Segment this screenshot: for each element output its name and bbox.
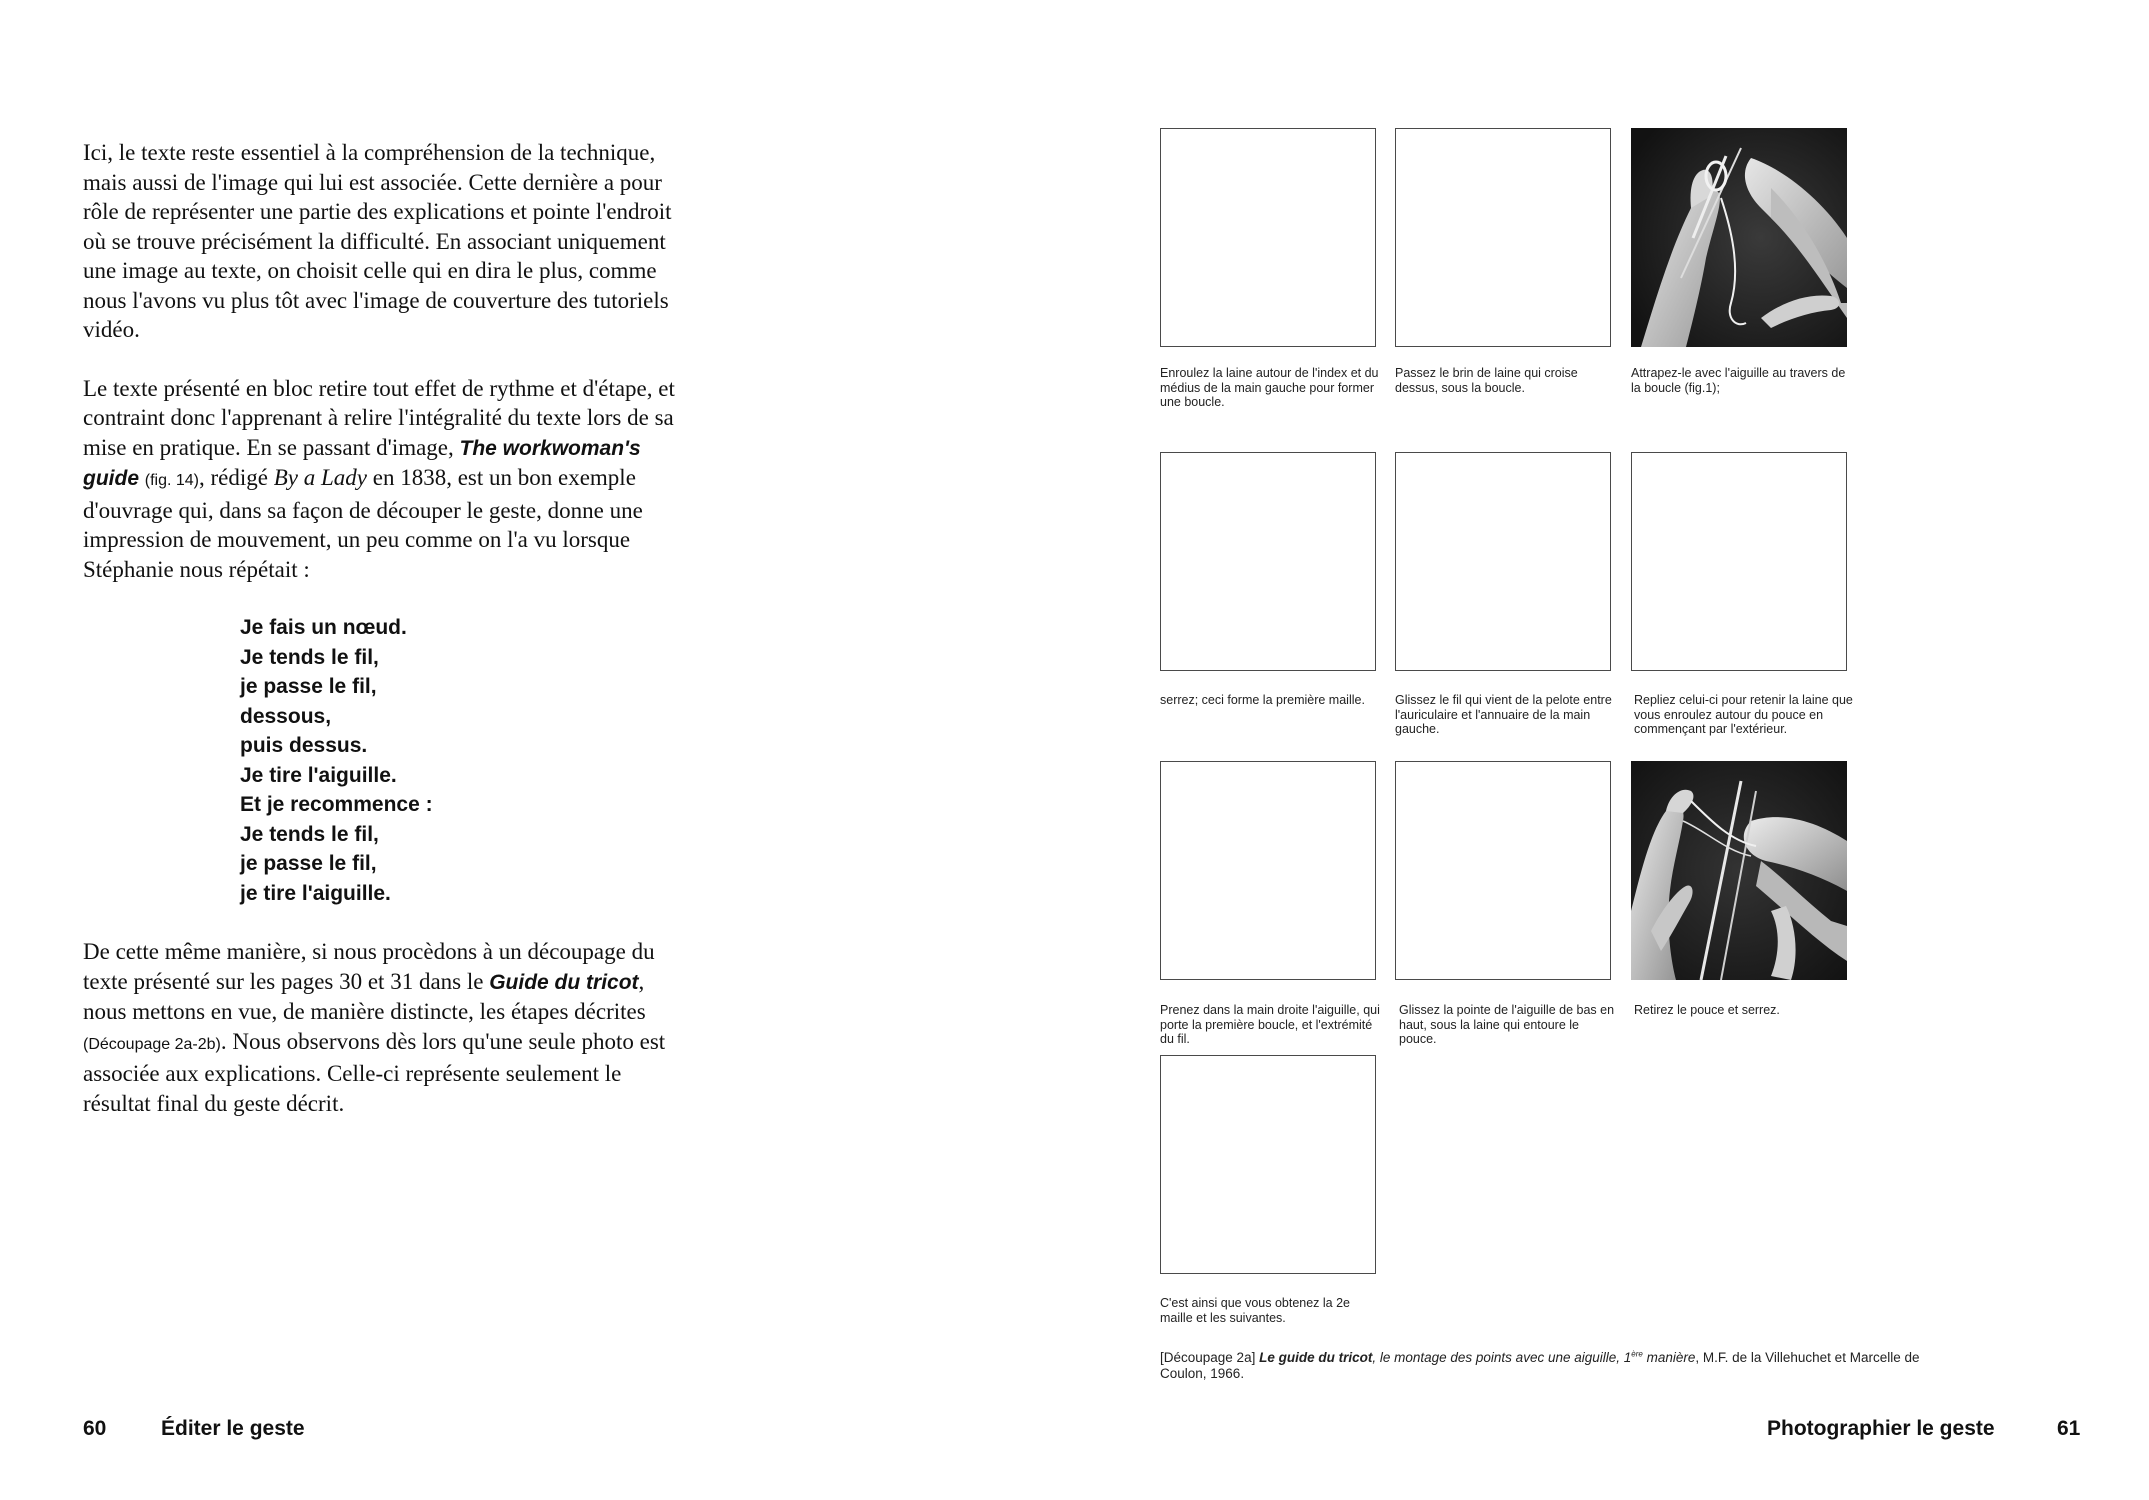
poem-line: je passe le fil, (240, 675, 377, 698)
author-by-a-lady: By a Lady (273, 465, 367, 490)
step-1-frame (1160, 128, 1376, 347)
book-title-workwoman: The workwoman's guide (83, 436, 641, 490)
left-running-title: Éditer le geste (161, 1417, 305, 1440)
paragraph-2-text-c: en 1838, est un bon exemple d'ouvrage qui, dans sa façon de découper le geste, donne une impression de mouvement, un peu comme on l'a vu lorsque Stéphanie nous répétait : (83, 465, 643, 582)
paragraph-3-text-b: , nous mettons en vue, de manière distincte, les étapes décrites (83, 968, 646, 1024)
step-7-frame (1160, 761, 1376, 980)
paragraph-2 (83, 374, 693, 585)
figure-caption-title: Le guide du tricot (1259, 1350, 1373, 1365)
step-2-caption: Passez le brin de laine qui croise dessus, sous la boucle. (1395, 366, 1578, 395)
step-8-frame (1395, 761, 1611, 980)
paragraph-1: Ici, le texte reste essentiel à la compréhension de la technique, mais aussi de l'image qui lui est associée. Cette dernière a pour rôle de représenter une partie des explications et pointe l'endroit où se trouve précisément la difficulté. En associant uniquement une image au texte, on choisit celle qui en dira le plus, comme nous l'avons vu plus tôt avec l'image de couverture des tutoriels vidéo. (83, 140, 672, 342)
figure-caption-label: [Découpage 2a] (1160, 1350, 1256, 1365)
poem-line: dessous, (240, 704, 332, 728)
figure-caption-text-b: manière (1642, 1350, 1696, 1365)
left-page-body (83, 138, 693, 1118)
poem-quote (83, 613, 693, 908)
poem-line: Je tire l'aiguille. (240, 763, 397, 787)
step-3-caption: Attrapez-le avec l'aiguille au travers de la boucle (fig.1); (1631, 366, 1846, 395)
step-10-caption-text: C'est ainsi que vous obtenez la 2e maille et les suivantes. (1160, 1296, 1351, 1325)
poem-line: je passe le fil, (240, 852, 377, 875)
fig-reference: (fig. 14) (144, 472, 199, 489)
left-page-number: 60 (83, 1417, 107, 1440)
paragraph-3-text-a: De cette même manière, si nous procèdons à un découpage du texte présenté sur les pages 30 et 31 dans le (83, 939, 655, 994)
step-7-caption: Prenez dans la main droite l'aiguille, qui porte la première boucle, et l'extrémité du fil. (1160, 1003, 1380, 1046)
poem-line: Et je recommence : (240, 793, 433, 816)
hands-knitting-photo-1 (1631, 128, 1847, 347)
figure-caption-text-a: , le montage des points avec une aiguille, 1 (1372, 1350, 1632, 1365)
step-4-frame (1160, 452, 1376, 671)
paragraph-3 (83, 937, 693, 1118)
step-5-frame (1395, 452, 1611, 671)
hands-knitting-photo-2 (1631, 761, 1847, 980)
right-running-title: Photographier le geste (1767, 1417, 1995, 1440)
step-10-frame (1160, 1055, 1376, 1274)
paragraph-2-text-b: , rédigé (199, 465, 274, 490)
figure-caption-superscript: ère (1631, 1349, 1643, 1359)
step-grid (1160, 128, 1880, 1388)
step-5-caption: Glissez le fil qui vient de la pelote entre l'auriculaire et l'annuaire de la main gauche. (1395, 693, 1612, 736)
step-10-caption (1160, 1296, 1380, 1325)
poem-line: puis dessus. (240, 734, 368, 757)
paragraph-3-text-c: . Nous observons dès lors qu'une seule photo est associée aux explications. Celle-ci représente seulement le résultat final du geste décrit. (83, 1028, 666, 1116)
step-2-frame (1395, 128, 1611, 347)
figure-caption-text-c: , M.F. de la Villehuchet et Marcelle de Coulon, 1966. (1160, 1350, 1920, 1381)
figure-caption (1160, 1350, 1950, 1381)
step-1-caption: Enroulez la laine autour de l'index et du médius de la main gauche pour former une boucle. (1160, 366, 1379, 409)
step-6-caption: Repliez celui-ci pour retenir la laine que vous enroulez autour du pouce en commençant par l'extérieur. (1634, 693, 1853, 736)
step-8-caption: Glissez la pointe de l'aiguille de bas en haut, sous la laine qui entoure le pouce. (1399, 1003, 1615, 1046)
right-page-number: 61 (2057, 1417, 2081, 1440)
poem-line: Je fais un nœud. (240, 616, 407, 639)
paragraph-2-text-a: Le texte présenté en bloc retire tout effet de rythme et d'étape, et contraint donc l'apprenant à relire l'intégralité du texte lors de sa mise en pratique. En se passant d'image, (83, 375, 675, 460)
decoupage-reference: (Découpage 2a-2b) (83, 1035, 221, 1053)
book-title-guide-du-tricot: Guide du tricot (489, 970, 639, 994)
step-3-photo (1631, 128, 1847, 347)
step-6-frame (1631, 452, 1847, 671)
step-4-caption: serrez; ceci forme la première maille. (1160, 693, 1365, 707)
step-9-photo (1631, 761, 1847, 980)
poem-line: Je tends le fil, (240, 645, 379, 669)
poem-line: Je tends le fil, (240, 822, 379, 846)
poem-line: je tire l'aiguille. (240, 881, 391, 905)
step-9-caption: Retirez le pouce et serrez. (1634, 1003, 1780, 1017)
